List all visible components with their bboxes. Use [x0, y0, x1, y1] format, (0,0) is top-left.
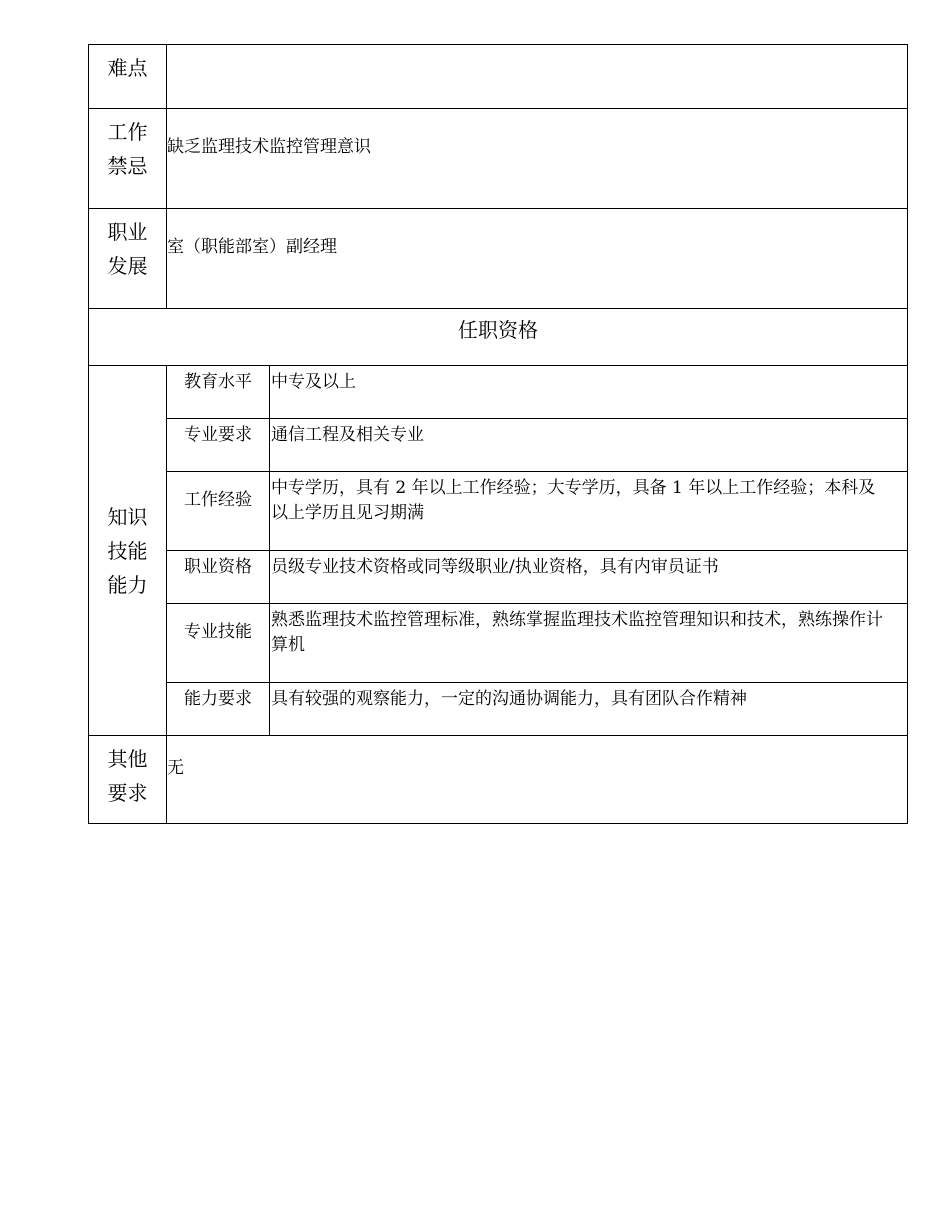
qualification-row-education: [89, 366, 908, 419]
row-difficulty: [89, 45, 908, 109]
job-description-table: [88, 44, 908, 824]
qualification-row-certification: [89, 551, 908, 604]
taboo-value: 缺乏监理技术监控管理意识: [167, 109, 908, 209]
qualification-header: 任职资格: [89, 309, 908, 366]
ability-label: 能力要求: [167, 683, 270, 736]
major-label: 专业要求: [167, 419, 270, 472]
education-label: 教育水平: [167, 366, 270, 419]
career-label: 职业发展: [107, 220, 148, 278]
experience-value: 中专学历，具有 2 年以上工作经验；大专学历，具备 1 年以上工作经验；本科及以上学历且见习期满: [270, 472, 908, 551]
certification-label: 职业资格: [167, 551, 270, 604]
qualification-row-experience: [89, 472, 908, 551]
other-label: 其他要求: [107, 747, 148, 805]
skills-label: 专业技能: [167, 604, 270, 683]
difficulty-value: [167, 45, 908, 109]
experience-label: 工作经验: [167, 472, 270, 551]
qualification-row-skills: [89, 604, 908, 683]
qualification-row-major: [89, 419, 908, 472]
career-label-cell: [89, 209, 167, 309]
ability-value: 具有较强的观察能力，一定的沟通协调能力，具有团队合作精神: [270, 683, 908, 736]
ability-group-label: 知识技能能力: [107, 504, 148, 597]
other-value: 无: [167, 736, 908, 824]
ability-group-label-cell: [89, 366, 167, 736]
other-label-cell: [89, 736, 167, 824]
qualification-row-ability: [89, 683, 908, 736]
major-value: 通信工程及相关专业: [270, 419, 908, 472]
row-other: [89, 736, 908, 824]
taboo-label-cell: [89, 109, 167, 209]
difficulty-label: 难点: [107, 56, 148, 80]
row-taboo: [89, 109, 908, 209]
education-value: 中专及以上: [270, 366, 908, 419]
career-value: 室（职能部室）副经理: [167, 209, 908, 309]
taboo-label: 工作禁忌: [107, 120, 148, 178]
row-career: [89, 209, 908, 309]
certification-value: 员级专业技术资格或同等级职业/执业资格，具有内审员证书: [270, 551, 908, 604]
difficulty-label-cell: [89, 45, 167, 109]
row-qualification-header: [89, 309, 908, 366]
skills-value: 熟悉监理技术监控管理标准，熟练掌握监理技术监控管理知识和技术，熟练操作计算机: [270, 604, 908, 683]
